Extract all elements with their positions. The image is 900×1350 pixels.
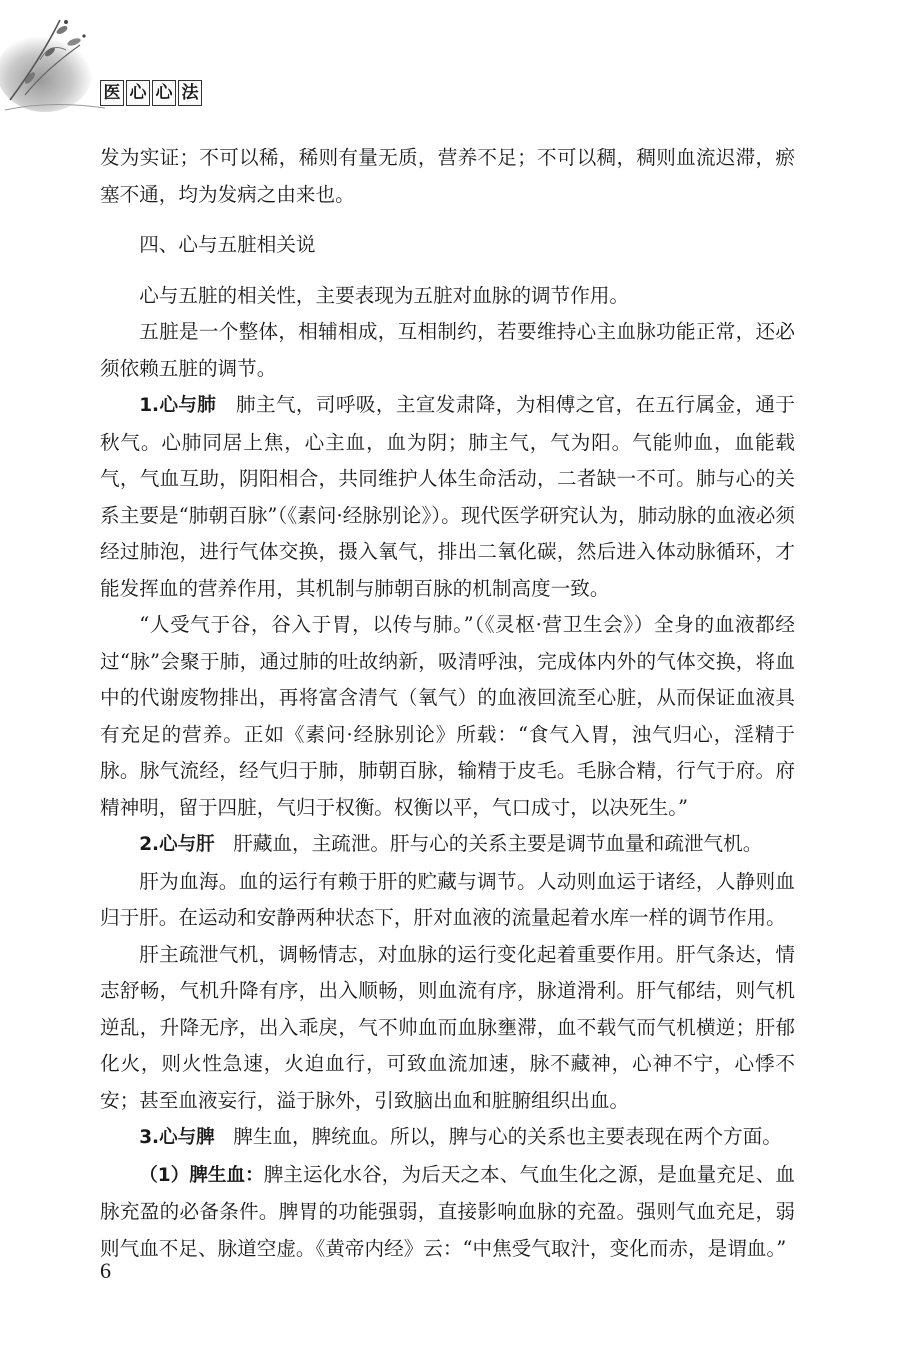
- paragraph: 肝为血海。血的运行有赖于肝的贮藏与调节。人动则血运于诸经，人静则血归于肝。在运动和安静两种状态下，肝对血液的流量起着水库一样的调节作用。: [100, 869, 795, 929]
- subheading-spleen-blood: （1）脾生血：: [139, 1164, 264, 1186]
- paragraph-heart-liver: [100, 826, 795, 864]
- paragraph: 五脏是一个整体，相辅相成，互相制约，若要维持心主血脉功能正常，还必须依赖五脏的调节。: [100, 320, 795, 380]
- paragraph-text: 肺主气，司呼吸，主宣发肃降，为相傅之官，在五行属金，通于秋气。心肺同居上焦，心主血，血为阴；肺主气，气为阳。气能帅血，血能载气，气血互助，阴阳相合，共同维护人体生命活动，二者缺一不可。肺与心的关系主要是“肺朝百脉”（《素问·经脉别论》）。现代医学研究认为，肺动脉的血液必须经过肺泡，进行气体交换，摄入氧气，排出二氧化碳，然后进入体动脉循环，才能发挥血的营养作用，其机制与肺朝百脉的机制高度一致。: [100, 393, 796, 600]
- paragraph-text: 肝藏血，主疏泄。肝与心的关系主要是调节血量和疏泄气机。: [233, 832, 763, 855]
- title-char: 医: [100, 80, 124, 106]
- title-char: 法: [178, 80, 202, 106]
- plant-illustration-icon: [0, 0, 110, 120]
- paragraph-text: 脾生血，脾统血。所以，脾与心的关系也主要表现在两个方面。: [233, 1125, 782, 1148]
- title-char: 心: [126, 80, 150, 106]
- title-char: 心: [152, 80, 176, 106]
- paragraph-heart-lung: [100, 387, 795, 607]
- subheading-heart-spleen: 3.心与脾: [139, 1127, 215, 1148]
- body-text: [100, 140, 795, 1267]
- paragraph: “人受气于谷，谷入于胃，以传与肺。”（《灵枢·营卫生会》）全身的血液都经过“脉”会聚于肺，通过肺的吐故纳新，吸清呼浊，完成体内外的气体交换，将血中的代谢废物排出，再将富含清气（氧气）的血液回流至心脏，从而保证血液具有充足的营养。正如《素问·经脉别论》所载：“食气入胃，浊气归心，淫精于脉。脉气流经，经气归于肺，肺朝百脉，输精于皮毛。毛脉合精，行气于府。府精神明，留于四脏，气归于权衡。权衡以平，气口成寸，以决死生。”: [100, 613, 795, 819]
- book-title: [100, 80, 202, 106]
- page-header: [0, 0, 900, 120]
- paragraph-text: 脾主运化水谷，为后天之本、气血生化之源，是血量充足、血脉充盈的必备条件。脾胃的功能强弱，直接影响血脉的充盈。强则气血充足，弱则气血不足、脉道空虚。《黄帝内经》云：“中焦受气取汁，变化而赤，是谓血。”: [100, 1162, 796, 1260]
- page-number: 6: [100, 1258, 111, 1283]
- paragraph: 心与五脏的相关性，主要表现为五脏对血脉的调节作用。: [139, 283, 630, 307]
- section-heading: 四、心与五脏相关说: [139, 233, 316, 256]
- subheading-heart-liver: 2.心与肝: [139, 834, 215, 855]
- subheading-heart-lung: 1.心与肺: [139, 395, 217, 416]
- paragraph: 肝主疏泄气机，调畅情志，对血脉的运行变化起着重要作用。肝气条达，情志舒畅，气机升降有序，出入顺畅，则血流有序，脉道滑利。肝气郁结，则气机逆乱，升降无序，出入乖戾，气不帅血而血脉壅滞，血不载气而气机横逆；肝郁化火，则火性急速，火迫血行，可致血流加速，脉不藏神，心神不宁，心悸不安；甚至血液妄行，溢于脉外，引致脑出血和脏腑组织出血。: [100, 942, 795, 1112]
- paragraph-spleen-blood: [100, 1157, 795, 1268]
- paragraph-heart-spleen: [100, 1119, 795, 1157]
- paragraph-continued: 发为实证；不可以稀，稀则有量无质，营养不足；不可以稠，稠则血流迟滞，瘀塞不通，均为发病之由来也。: [100, 146, 795, 206]
